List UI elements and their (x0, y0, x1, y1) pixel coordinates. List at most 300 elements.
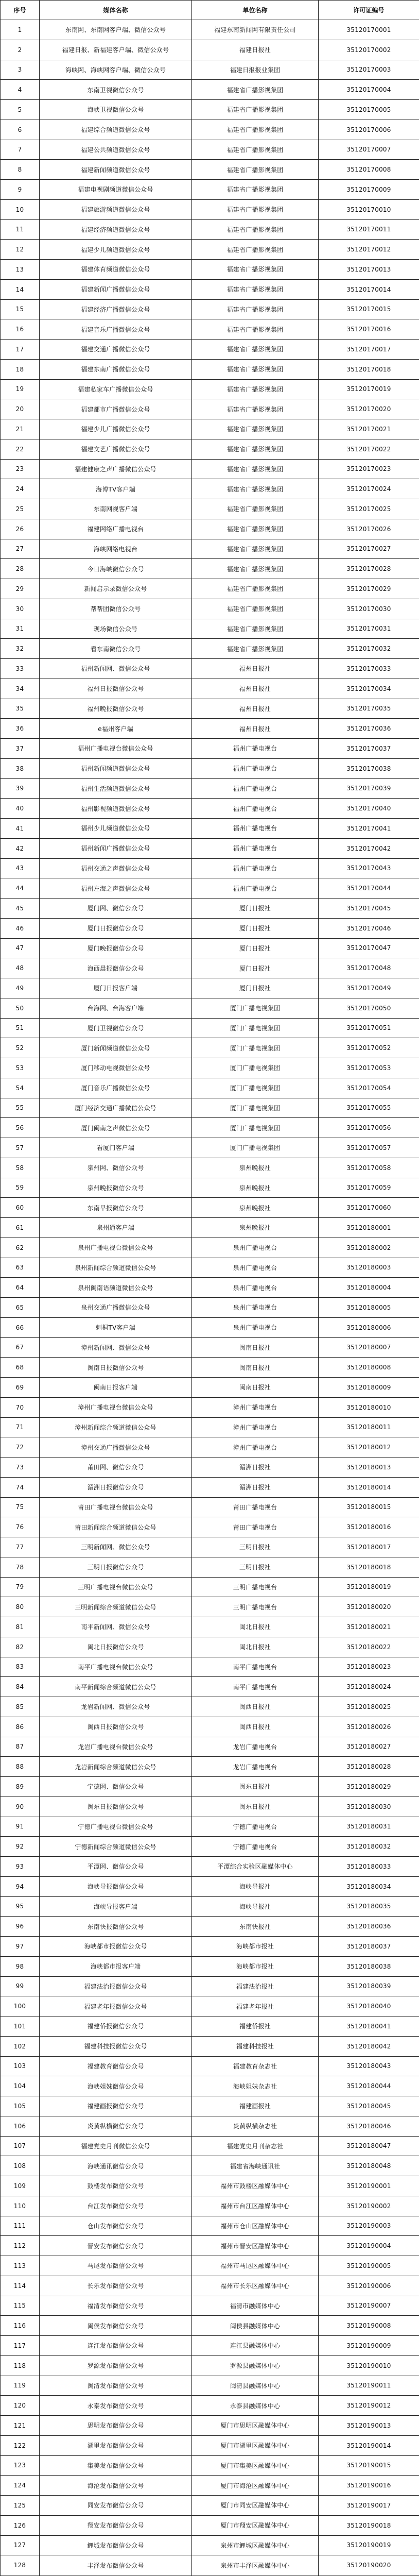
cell-unit-name: 福州市台江区融媒体中心 (192, 2196, 319, 2216)
cell-index: 104 (1, 2076, 40, 2096)
cell-index: 15 (1, 299, 40, 319)
cell-unit-name: 福建省广播影视集团 (192, 419, 319, 439)
cell-license-number: 35120170034 (319, 679, 419, 699)
cell-license-number: 35120180009 (319, 1378, 419, 1398)
cell-unit-name: 福州日报社 (192, 679, 319, 699)
cell-unit-name: 莆田广播电视台 (192, 1517, 319, 1537)
table-row (1, 1637, 419, 1657)
cell-unit-name: 龙岩广播电视台 (192, 1757, 319, 1777)
cell-index: 113 (1, 2256, 40, 2276)
cell-media-name: 永泰发布微信公众号 (40, 2396, 192, 2416)
table-row (1, 1038, 419, 1058)
cell-license-number: 35120170047 (319, 938, 419, 958)
cell-media-name: 南平广播电视台微信公众号 (40, 1657, 192, 1677)
cell-license-number: 35120170025 (319, 499, 419, 519)
cell-unit-name: 泉州广播电视台 (192, 1258, 319, 1278)
cell-media-name: 厦门晚报微信公众号 (40, 938, 192, 958)
table-row (1, 2355, 419, 2376)
table-row (1, 978, 419, 998)
cell-media-name: 福建旅游频道微信公众号 (40, 199, 192, 219)
cell-license-number: 35120170015 (319, 299, 419, 319)
table-row (1, 340, 419, 360)
table-row (1, 1437, 419, 1458)
table-row (1, 1517, 419, 1537)
cell-media-name: 莆田网、微信公众号 (40, 1458, 192, 1478)
cell-media-name: 福建科技报微信公众号 (40, 2036, 192, 2056)
cell-media-name: 看东南微信公众号 (40, 639, 192, 659)
cell-unit-name: 厦门广播电视集团 (192, 1118, 319, 1138)
cell-index: 43 (1, 858, 40, 878)
cell-unit-name: 福建省广播影视集团 (192, 639, 319, 659)
table-row (1, 219, 419, 240)
cell-index: 39 (1, 778, 40, 799)
cell-license-number: 35120180025 (319, 1697, 419, 1717)
cell-media-name: 闽侯发布微信公众号 (40, 2316, 192, 2336)
cell-unit-name: 永泰县融媒体中心 (192, 2396, 319, 2416)
table-row (1, 1078, 419, 1098)
table-row (1, 2555, 419, 2575)
cell-media-name: 海西晨报微信公众号 (40, 958, 192, 978)
cell-unit-name: 三明广播电视台 (192, 1577, 319, 1597)
table-row (1, 40, 419, 60)
cell-unit-name: 宁德广播电视台 (192, 1837, 319, 1857)
cell-media-name: 福建日报、新福建客户端、微信公众号 (40, 40, 192, 60)
table-row (1, 399, 419, 419)
table-row (1, 1458, 419, 1478)
table-row (1, 699, 419, 719)
cell-unit-name: 海峡都市报社 (192, 1956, 319, 1976)
cell-index: 74 (1, 1477, 40, 1497)
cell-unit-name: 福建省广播影视集团 (192, 379, 319, 399)
table-row (1, 539, 419, 559)
cell-media-name: 福州晚报微信公众号 (40, 699, 192, 719)
cell-license-number: 35120180029 (319, 1777, 419, 1797)
cell-media-name: 福建电视剧频道微信公众号 (40, 180, 192, 200)
cell-index: 87 (1, 1737, 40, 1757)
cell-license-number: 35120170019 (319, 379, 419, 399)
cell-license-number: 35120170043 (319, 858, 419, 878)
cell-unit-name: 宁德广播电视台 (192, 1817, 319, 1837)
table-row (1, 2376, 419, 2396)
table-row (1, 459, 419, 479)
cell-unit-name: 闽西日报社 (192, 1697, 319, 1717)
cell-license-number: 35120180045 (319, 2096, 419, 2116)
cell-license-number: 35120190018 (319, 2515, 419, 2535)
cell-media-name: 福州影视频道微信公众号 (40, 799, 192, 819)
table-row (1, 1138, 419, 1158)
table-row (1, 140, 419, 160)
cell-unit-name: 福州日报社 (192, 699, 319, 719)
table-row (1, 1238, 419, 1258)
cell-index: 71 (1, 1417, 40, 1437)
cell-index: 10 (1, 199, 40, 219)
cell-media-name: 东南卫视微信公众号 (40, 80, 192, 100)
cell-media-name: 闽西日报微信公众号 (40, 1717, 192, 1737)
cell-media-name: 莆田广播电视台微信公众号 (40, 1497, 192, 1517)
cell-license-number: 35120170051 (319, 1018, 419, 1038)
cell-unit-name: 福建省广播影视集团 (192, 160, 319, 180)
cell-index: 25 (1, 499, 40, 519)
cell-unit-name: 海峡导报社 (192, 1896, 319, 1917)
cell-license-number: 35120180021 (319, 1617, 419, 1637)
cell-index: 115 (1, 2296, 40, 2316)
cell-license-number: 35120170036 (319, 719, 419, 739)
cell-media-name: 泉州新闻综合频道微信公众号 (40, 1258, 192, 1278)
table-row (1, 739, 419, 759)
cell-license-number: 35120180036 (319, 1917, 419, 1937)
cell-media-name: 三明广播电视台微信公众号 (40, 1577, 192, 1597)
table-row (1, 2036, 419, 2056)
cell-license-number: 35120180010 (319, 1397, 419, 1417)
cell-unit-name: 泉州市丰泽区融媒体中心 (192, 2555, 319, 2575)
cell-license-number: 35120170002 (319, 40, 419, 60)
cell-unit-name: 闽南日报社 (192, 1358, 319, 1378)
cell-media-name: 翔安发布微信公众号 (40, 2515, 192, 2535)
header-unit-name: 单位名称 (192, 1, 319, 20)
cell-license-number: 35120170059 (319, 1178, 419, 1198)
cell-unit-name: 三明日报社 (192, 1537, 319, 1557)
cell-index: 8 (1, 160, 40, 180)
cell-index: 94 (1, 1876, 40, 1896)
cell-unit-name: 福建省广播影视集团 (192, 319, 319, 340)
cell-media-name: 福建经济广播微信公众号 (40, 299, 192, 319)
cell-unit-name: 厦门市湖里区融媒体中心 (192, 2435, 319, 2455)
table-row (1, 1777, 419, 1797)
table-row (1, 1577, 419, 1597)
cell-license-number: 35120170020 (319, 399, 419, 419)
cell-media-name: 帮帮团微信公众号 (40, 599, 192, 619)
cell-index: 124 (1, 2476, 40, 2496)
cell-media-name: 厦门新闻频道微信公众号 (40, 1038, 192, 1058)
cell-license-number: 35120180005 (319, 1298, 419, 1318)
cell-media-name: 闽南日报客户端 (40, 1378, 192, 1398)
cell-media-name: 东南快报微信公众号 (40, 1917, 192, 1937)
cell-unit-name: 福州市晋安区融媒体中心 (192, 2236, 319, 2256)
cell-license-number: 35120170035 (319, 699, 419, 719)
cell-media-name: 现场微信公众号 (40, 619, 192, 639)
cell-index: 38 (1, 758, 40, 778)
cell-media-name: 漳州交通广播微信公众号 (40, 1437, 192, 1458)
cell-index: 66 (1, 1317, 40, 1337)
cell-license-number: 35120170027 (319, 539, 419, 559)
cell-media-name: 闽清发布微信公众号 (40, 2376, 192, 2396)
cell-unit-name: 福建东南新闻网有限责任公司 (192, 20, 319, 40)
table-row (1, 2296, 419, 2316)
table-row (1, 1497, 419, 1517)
cell-license-number: 35120170045 (319, 899, 419, 919)
cell-license-number: 35120170039 (319, 778, 419, 799)
table-row (1, 1837, 419, 1857)
cell-media-name: 同安发布微信公众号 (40, 2496, 192, 2516)
cell-media-name: 福建教育微信公众号 (40, 2056, 192, 2076)
table-row (1, 1098, 419, 1118)
cell-index: 101 (1, 2016, 40, 2037)
cell-index: 3 (1, 60, 40, 80)
cell-license-number: 35120170017 (319, 340, 419, 360)
cell-media-name: 宁德新闻综合频道微信公众号 (40, 1837, 192, 1857)
table-row (1, 439, 419, 459)
cell-license-number: 35120190016 (319, 2476, 419, 2496)
cell-license-number: 35120170024 (319, 479, 419, 499)
cell-media-name: 福建文艺广播微信公众号 (40, 439, 192, 459)
cell-media-name: e福州客户端 (40, 719, 192, 739)
table-row (1, 2515, 419, 2535)
cell-index: 5 (1, 100, 40, 120)
cell-license-number: 35120180007 (319, 1337, 419, 1358)
cell-unit-name: 福州市鼓楼区融媒体中心 (192, 2176, 319, 2196)
table-row (1, 819, 419, 839)
cell-media-name: 罗源发布微信公众号 (40, 2355, 192, 2376)
cell-media-name: 福建经济频道微信公众号 (40, 219, 192, 240)
cell-media-name: 福州新闻广播微信公众号 (40, 838, 192, 858)
header-license-number: 许可证编号 (319, 1, 419, 20)
cell-unit-name: 福建省广播影视集团 (192, 559, 319, 579)
cell-media-name: 炎黄纵横微信公众号 (40, 2116, 192, 2136)
cell-license-number: 35120180039 (319, 1976, 419, 1996)
cell-media-name: 福建私家车广播微信公众号 (40, 379, 192, 399)
cell-license-number: 35120170054 (319, 1078, 419, 1098)
cell-unit-name: 福建老年报社 (192, 1996, 319, 2016)
cell-license-number: 35120190020 (319, 2555, 419, 2575)
cell-media-name: 湖里发布微信公众号 (40, 2435, 192, 2455)
table-row (1, 1537, 419, 1557)
table-row (1, 260, 419, 280)
cell-unit-name: 泉州晚报社 (192, 1218, 319, 1238)
cell-index: 73 (1, 1458, 40, 1478)
cell-index: 110 (1, 2196, 40, 2216)
cell-index: 53 (1, 1058, 40, 1078)
cell-index: 51 (1, 1018, 40, 1038)
cell-unit-name: 福州广播电视台 (192, 878, 319, 899)
cell-media-name: 龙岩新闻网、微信公众号 (40, 1697, 192, 1717)
cell-license-number: 35120180013 (319, 1458, 419, 1478)
cell-media-name: 福州新闻频道微信公众号 (40, 758, 192, 778)
cell-unit-name: 福建省广播影视集团 (192, 439, 319, 459)
cell-media-name: 新闻启示录微信公众号 (40, 579, 192, 599)
table-row (1, 1018, 419, 1038)
cell-unit-name: 厦门日报社 (192, 918, 319, 938)
cell-license-number: 35120170046 (319, 918, 419, 938)
table-row (1, 2196, 419, 2216)
cell-media-name: 福建健康之声广播微信公众号 (40, 459, 192, 479)
cell-unit-name: 平潭综合实验区融媒体中心 (192, 1857, 319, 1877)
cell-unit-name: 厦门市思明区融媒体中心 (192, 2416, 319, 2436)
cell-license-number: 35120170004 (319, 80, 419, 100)
cell-index: 7 (1, 140, 40, 160)
cell-unit-name: 福建侨报社 (192, 2016, 319, 2037)
cell-unit-name: 福建省广播影视集团 (192, 299, 319, 319)
cell-license-number: 35120180017 (319, 1537, 419, 1557)
cell-license-number: 35120170058 (319, 1158, 419, 1178)
cell-media-name: 闽南日报微信公众号 (40, 1358, 192, 1378)
cell-unit-name: 福州广播电视台 (192, 799, 319, 819)
cell-index: 17 (1, 340, 40, 360)
cell-media-name: 福建画报微信公众号 (40, 2096, 192, 2116)
cell-unit-name: 福建省广播影视集团 (192, 479, 319, 499)
cell-license-number: 35120170013 (319, 260, 419, 280)
cell-media-name: 宁德广播电视台微信公众号 (40, 1817, 192, 1837)
cell-license-number: 35120180043 (319, 2056, 419, 2076)
table-row (1, 2496, 419, 2516)
cell-license-number: 35120170055 (319, 1098, 419, 1118)
cell-license-number: 35120170040 (319, 799, 419, 819)
cell-index: 49 (1, 978, 40, 998)
cell-license-number: 35120170010 (319, 199, 419, 219)
cell-media-name: 福建新闻广播微信公众号 (40, 279, 192, 299)
cell-index: 90 (1, 1797, 40, 1817)
cell-index: 54 (1, 1078, 40, 1098)
cell-media-name: 海峡姐妹微信公众号 (40, 2076, 192, 2096)
cell-license-number: 35120190008 (319, 2316, 419, 2336)
table-row (1, 2056, 419, 2076)
cell-index: 44 (1, 878, 40, 899)
cell-index: 86 (1, 1717, 40, 1737)
cell-index: 27 (1, 539, 40, 559)
cell-license-number: 35120180002 (319, 1238, 419, 1258)
cell-index: 45 (1, 899, 40, 919)
cell-unit-name: 厦门日报社 (192, 938, 319, 958)
table-row (1, 1317, 419, 1337)
cell-unit-name: 福州市仓山区融媒体中心 (192, 2216, 319, 2236)
cell-unit-name: 福建省广播影视集团 (192, 199, 319, 219)
cell-license-number: 35120180011 (319, 1417, 419, 1437)
cell-media-name: 福建少儿广播微信公众号 (40, 419, 192, 439)
cell-unit-name: 福建省广播影视集团 (192, 579, 319, 599)
table-row (1, 838, 419, 858)
cell-index: 92 (1, 1837, 40, 1857)
cell-index: 128 (1, 2555, 40, 2575)
cell-unit-name: 福州广播电视台 (192, 819, 319, 839)
cell-license-number: 35120170014 (319, 279, 419, 299)
cell-media-name: 龙岩广播电视台微信公众号 (40, 1737, 192, 1757)
cell-unit-name: 闽清县融媒体中心 (192, 2376, 319, 2396)
cell-media-name: 仓山发布微信公众号 (40, 2216, 192, 2236)
cell-index: 99 (1, 1976, 40, 1996)
cell-index: 46 (1, 918, 40, 938)
cell-index: 100 (1, 1996, 40, 2016)
cell-index: 62 (1, 1238, 40, 1258)
cell-unit-name: 湄洲日报社 (192, 1477, 319, 1497)
cell-unit-name: 厦门市海沧区融媒体中心 (192, 2476, 319, 2496)
cell-unit-name: 福建省广播影视集团 (192, 100, 319, 120)
cell-license-number: 35120170016 (319, 319, 419, 340)
cell-license-number: 35120180014 (319, 1477, 419, 1497)
cell-media-name: 福州新闻网、微信公众号 (40, 659, 192, 679)
cell-media-name: 思明发布微信公众号 (40, 2416, 192, 2436)
header-row (1, 1, 419, 20)
cell-unit-name: 福州广播电视台 (192, 739, 319, 759)
cell-media-name: 福州广播电视台微信公众号 (40, 739, 192, 759)
cell-media-name: 泉州交通广播微信公众号 (40, 1298, 192, 1318)
cell-license-number: 35120170038 (319, 758, 419, 778)
cell-media-name: 厦门日报微信公众号 (40, 918, 192, 938)
cell-media-name: 厦门网、微信公众号 (40, 899, 192, 919)
cell-license-number: 35120190006 (319, 2276, 419, 2296)
cell-unit-name: 闽东日报社 (192, 1777, 319, 1797)
cell-media-name: 厦门日报客户端 (40, 978, 192, 998)
cell-unit-name: 东南快报社 (192, 1917, 319, 1937)
cell-media-name: 海峡通讯微信公众号 (40, 2156, 192, 2176)
cell-license-number: 35120190012 (319, 2396, 419, 2416)
table-row (1, 499, 419, 519)
cell-index: 117 (1, 2336, 40, 2356)
cell-media-name: 漳州新闻综合频道微信公众号 (40, 1417, 192, 1437)
cell-media-name: 福建党史月刊微信公众号 (40, 2136, 192, 2156)
cell-unit-name: 闽侯县融媒体中心 (192, 2316, 319, 2336)
table-row (1, 2396, 419, 2416)
cell-media-name: 东南网视客户端 (40, 499, 192, 519)
cell-unit-name: 泉州晚报社 (192, 1158, 319, 1178)
cell-unit-name: 福建省广播影视集团 (192, 279, 319, 299)
cell-index: 18 (1, 359, 40, 379)
cell-license-number: 35120170029 (319, 579, 419, 599)
cell-index: 122 (1, 2435, 40, 2455)
cell-unit-name: 湄洲日报社 (192, 1458, 319, 1478)
table-row (1, 958, 419, 978)
cell-media-name: 福建少儿频道微信公众号 (40, 240, 192, 260)
table-row (1, 1198, 419, 1218)
cell-index: 42 (1, 838, 40, 858)
cell-license-number: 35120170001 (319, 20, 419, 40)
cell-unit-name: 福建省广播影视集团 (192, 219, 319, 240)
cell-unit-name: 福建法治报社 (192, 1976, 319, 1996)
cell-index: 58 (1, 1158, 40, 1178)
cell-media-name: 泉州晚报微信公众号 (40, 1178, 192, 1198)
cell-license-number: 35120180047 (319, 2136, 419, 2156)
cell-unit-name: 闽北日报社 (192, 1617, 319, 1637)
cell-license-number: 35120180006 (319, 1317, 419, 1337)
cell-index: 88 (1, 1757, 40, 1777)
table-row (1, 1797, 419, 1817)
cell-license-number: 35120180034 (319, 1876, 419, 1896)
cell-index: 60 (1, 1198, 40, 1218)
cell-unit-name: 罗源县融媒体中心 (192, 2355, 319, 2376)
table-row (1, 1258, 419, 1278)
cell-license-number: 35120170007 (319, 140, 419, 160)
cell-license-number: 35120180041 (319, 2016, 419, 2037)
cell-index: 81 (1, 1617, 40, 1637)
table-header (1, 1, 419, 20)
cell-index: 84 (1, 1677, 40, 1697)
cell-unit-name: 泉州广播电视台 (192, 1298, 319, 1318)
cell-media-name: 福建网络广播电视台 (40, 519, 192, 539)
cell-unit-name: 福建省广播影视集团 (192, 399, 319, 419)
table-row (1, 1857, 419, 1877)
cell-unit-name: 福建省广播影视集团 (192, 459, 319, 479)
cell-license-number: 35120180046 (319, 2116, 419, 2136)
cell-index: 50 (1, 998, 40, 1018)
cell-license-number: 35120180020 (319, 1597, 419, 1617)
cell-unit-name: 福建日报报业集团 (192, 60, 319, 80)
cell-unit-name: 厦门广播电视集团 (192, 1058, 319, 1078)
cell-license-number: 35120190004 (319, 2236, 419, 2256)
table-row (1, 1337, 419, 1358)
table-row (1, 199, 419, 219)
cell-unit-name: 南平广播电视台 (192, 1657, 319, 1677)
cell-media-name: 福建东南广播微信公众号 (40, 359, 192, 379)
cell-unit-name: 福建省广播影视集团 (192, 340, 319, 360)
cell-unit-name: 福建省海峡通讯社 (192, 2156, 319, 2176)
table-row (1, 559, 419, 579)
cell-unit-name: 厦门日报社 (192, 958, 319, 978)
cell-index: 79 (1, 1577, 40, 1597)
cell-media-name: 福建新闻频道微信公众号 (40, 160, 192, 180)
cell-index: 95 (1, 1896, 40, 1917)
table-row (1, 2336, 419, 2356)
cell-media-name: 看厦门客户端 (40, 1138, 192, 1158)
cell-license-number: 35120170053 (319, 1058, 419, 1078)
table-row (1, 899, 419, 919)
